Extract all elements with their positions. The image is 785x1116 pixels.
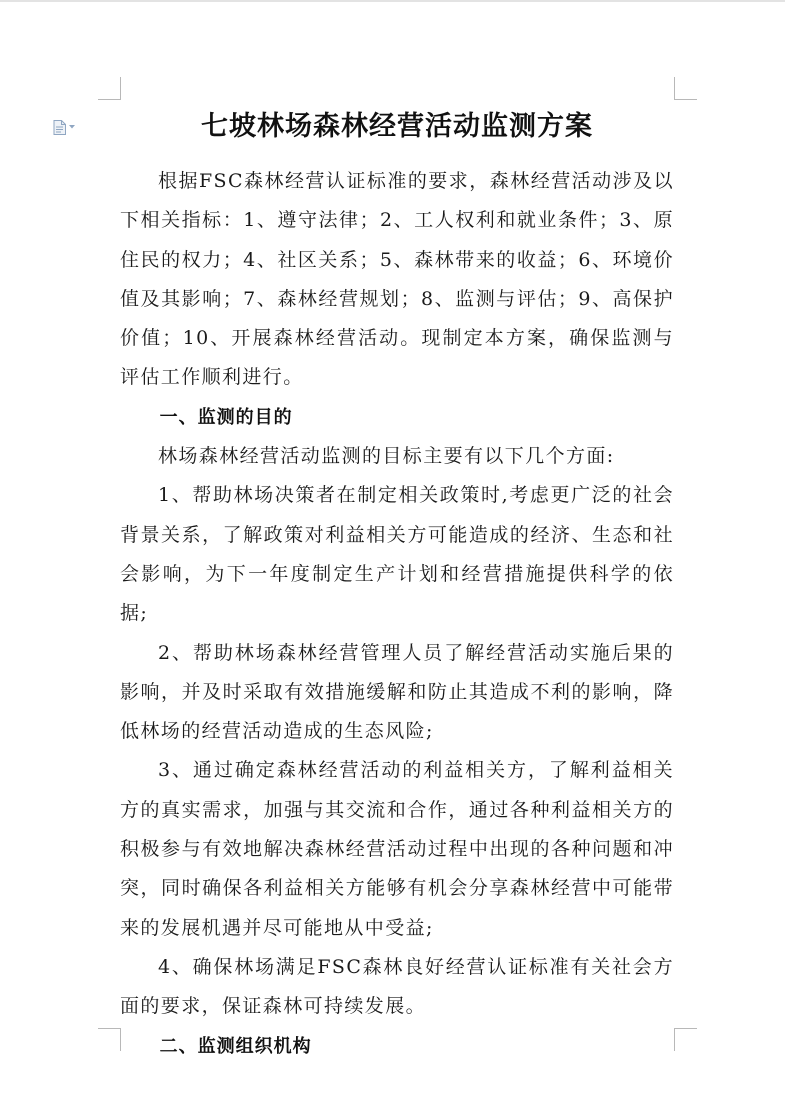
body-paragraph: 林场森林经营活动监测的目标主要有以下几个方面:: [158, 445, 615, 468]
section-heading: 二、监测组织机构: [159, 1035, 312, 1057]
body-paragraph: 根据FSC森林经营认证标准的要求，森林经营活动涉及以下相关指标：1、遵守法律；2、工人权利和就业条件；3、原住民的权力；4、社区关系；5、森林带来的收益；6、环境价值及其影响；7、森林经营规划；8、监测与评估；9、高保护价值；10、开展森林经营活动。现制定本方案，确保监测与评估工作顺利进行。: [120, 170, 674, 389]
document-navigation-button[interactable]: [53, 119, 79, 135]
document-body: [120, 162, 674, 1066]
body-paragraph: 2、帮助林场森林经营管理人员了解经营活动实施后果的影响，并及时采取有效措施缓解和防止其造成不利的影响，降低林场的经营活动造成的生态风险;: [120, 641, 674, 743]
chevron-down-icon: [69, 125, 75, 129]
page-corner-mark-top-left: [98, 77, 121, 100]
top-divider: [0, 0, 785, 2]
document-icon: [53, 120, 66, 135]
page-corner-mark-top-right: [674, 77, 697, 100]
body-paragraph: 1、帮助林场决策者在制定相关政策时,考虑更广泛的社会背景关系，了解政策对利益相关方可能造成的经济、生态和社会影响，为下一年度制定生产计划和经营措施提供科学的依据;: [120, 484, 674, 625]
document-title: 七坡林场森林经营活动监测方案: [201, 111, 593, 142]
body-paragraph: 3、通过确定森林经营活动的利益相关方，了解利益相关方的真实需求，加强与其交流和合作，通过各种利益相关方的积极参与有效地解决森林经营活动过程中出现的各种问题和冲突，同时确保各利益相关方能够有机会分享森林经营中可能带来的发展机遇并尽可能地从中受益;: [120, 759, 674, 939]
body-paragraph: 4、确保林场满足FSC森林良好经营认证标准有关社会方面的要求，保证森林可持续发展。: [120, 955, 674, 1018]
section-heading: 一、监测的目的: [159, 406, 293, 428]
page-corner-mark-bottom-left: [98, 1028, 121, 1051]
page-corner-mark-bottom-right: [674, 1028, 697, 1051]
